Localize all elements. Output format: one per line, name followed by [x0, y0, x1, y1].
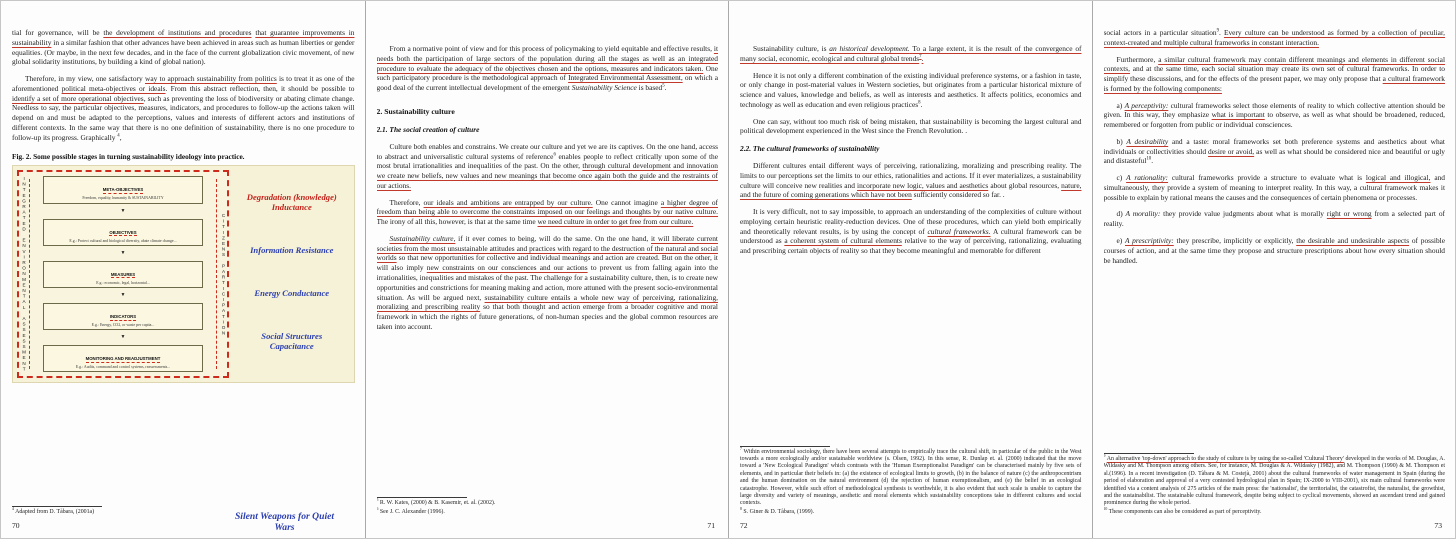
text-run: See J. C. Alexander (1996). — [378, 509, 445, 516]
red-underlined-text: . — [921, 53, 924, 63]
red-underlined-text: Every culture can be understood as formed by a collection of peculiar, context-created and multiple cultural frameworks in constant interaction. — [1103, 28, 1445, 47]
left-vertical-label: INTEGRATED ENVIRONMENTAL ASSESSMENT — [21, 176, 27, 373]
page-number: 70 — [12, 521, 20, 530]
text-run: on which a good deal of the current intellectual development of the emergent — [376, 73, 718, 93]
paragraph — [377, 44, 719, 93]
margin-annotation: Social Structures Capacitance — [261, 331, 323, 352]
text-run: Within environmental sociology, there have been several attempts to empirically trace the cultural shift, in particular of the public in the West towards a more ecologically and/or sustainable worldview (s. Olsen, 1992). In this sense, R. Dunlap et. al. (2000) indicated that the move toward a 'New Ecological Paradigm' which contrasts with the 'Human Exemptionalist Paradigm' can be characterised mainly by five sets of elements, and in particular their beliefs in: (a) the existence of ecological limits to growth, (b) in the balance of nature (c) the anthropocentrism and the human domination on the natural environment (d) the rejection of human exemptionalism, and (e) the belief in an ecological catastrophe. However, while such effort of methodological synthesis is worthwhile, it is also evident that such scale is unable to capture the large diversity and variety of meanings, aesthetic and moral elements which sustainability conceptions take in different cultures and social contexts. — [740, 448, 1082, 507]
text-run: if it ever comes to being, will do the same. On the one hand, — [455, 233, 651, 243]
text-run: b) — [1116, 136, 1127, 146]
text-run: 5 — [376, 498, 379, 503]
text-run: about global resources, — [988, 180, 1062, 190]
text-run: 5 — [662, 83, 665, 89]
text-run: . — [664, 83, 667, 93]
red-underlined-text: Integrated Environmental Assessment, — [568, 73, 683, 83]
text-run: One can say, without too much risk of being mistaken, that sustainability is becoming the largest cultural and political development experienced in the West since the French Revolution. . — [740, 116, 1082, 136]
paragraph — [1104, 173, 1446, 202]
figure-box-body: E.g.: Audits, command and control systems, reassessments... — [75, 365, 171, 370]
red-underlined-text: nature, and the future of coming generations which have not been — [740, 180, 1082, 200]
section-heading — [740, 144, 1082, 153]
footnote-separator — [377, 497, 467, 498]
text-run: social actors in a particular situation — [1103, 28, 1217, 37]
text-run: Therefore, — [389, 197, 424, 207]
text-run: as well as what should be considered nice and beautiful or ugly and distasteful — [1103, 146, 1445, 166]
red-underlined-text: the desirable and undesirable aspects — [1296, 236, 1410, 246]
red-underlined-text: Sustainability culture, — [389, 233, 456, 243]
text-run: and simultaneously, they provide a system of meaning to interpret reality. In this way, a cultural framework makes it possible to explain by rational means the causes and the consequences of certain phenomena or processes. — [1103, 173, 1445, 202]
text-run: developed in the works of M. Douglas, A. Wildasky and M. Thompson among others. See, for instance, M. Douglas & A. Wildasky (1982), and M. Thompson (1990) & M. Thompson et al.(1996). In a recent investigation (D. Tàbara & M. Costejà, 2001) about the cultural frameworks of water management in Spain (during the period of elaboration and approval of a very contested hydrological plan in Spain; IX-2000 to VIII-2001), six main cultural frameworks were identified via a content analysis of 275 articles of the main press: the 'nationalist', the territorialist, the catastrofist, the naturalist, the growthist, and the sustainabilist. The sustainable cultural framework, despite being subject to cyclical movements, showed an ascendant trend and gained prominence during the whole period. — [1103, 456, 1445, 507]
red-underlined-text: A prescriptivity: — [1125, 236, 1174, 246]
text-run: Fig. 2. Some possible stages in turning sustainability ideology into practice. — [12, 152, 245, 162]
figure-box — [43, 345, 202, 372]
page-content — [12, 28, 355, 518]
red-underlined-text: An alternative 'top-down' approach to the study of culture is by using the so-called 'Cultural Theory' — [1106, 456, 1344, 462]
red-underlined-text: cultural frameworks. — [927, 226, 991, 236]
text-run: in a similar fashion that other advances have been achieved in areas such as human liberties or gender equalities. (Or maybe, in the next few decades, and in the face of the current globalization civic movement, of new global solidarity institutions, by building a kind of global nation). — [12, 37, 355, 67]
text-run: A morality: — [1125, 209, 1161, 219]
text-run: One cannot imagine — [592, 197, 661, 207]
text-run: d) — [1116, 209, 1126, 219]
page-content — [740, 44, 1082, 518]
red-underlined-text: our ideals and ambitions are entrapped by our culture. — [423, 197, 593, 207]
red-underlined-text: it will liberate current societies from the most unsustainable attitudes and practices with regard to the destruction of the natural and social worlds — [376, 233, 718, 263]
page-content — [377, 44, 719, 518]
paragraph — [740, 161, 1082, 200]
text-run: tial for governance, will be — [12, 28, 104, 37]
paragraph — [377, 234, 719, 332]
figure-margin-annotations — [234, 170, 350, 378]
footnote — [740, 446, 1082, 508]
paragraph — [740, 207, 1082, 256]
text-run: Culture both enables and constrains. We create our culture and yet we are its captives. On the one hand, access to abstract and universalistic cultural systems of reference — [376, 141, 718, 161]
text-run: cultural frameworks provide a structure to evaluate what is — [1168, 173, 1366, 183]
figure-box-body: Freedom, equality, humanity & SUSTAINABILITY — [82, 196, 164, 201]
text-run: Therefore, in my view, one satisfactory — [25, 74, 145, 84]
text-run: Sustainability culture, is — [753, 44, 830, 53]
figure-flowchart — [33, 175, 214, 373]
down-arrow-icon: ▼ — [120, 208, 126, 214]
text-run: is to treat it as one of the aforementioned — [12, 74, 355, 93]
red-underlined-text: new constraints on our consciences and our actions — [426, 263, 588, 273]
figure-box — [43, 261, 202, 288]
text-run: to prevent us from falling again into the irrationalities, inequalities and mistakes of the past. The challenge for a sustainability culture, then, is to create new opportunities and constrictions for meaning making and action, more attuned with the present socio-environmental situation. As will be argued next, — [376, 263, 718, 302]
red-underlined-text: identify a set of more operational objectives — [12, 93, 144, 103]
figure-box — [43, 176, 202, 203]
red-underlined-text: the development of institutions and procedures — [103, 28, 252, 37]
page-70 — [1, 1, 365, 538]
figure-box — [43, 303, 202, 330]
text-run: . From this abstract reflection, then, it should be possible to — [165, 83, 355, 93]
text-run: 9 — [1103, 454, 1106, 459]
paragraph — [377, 142, 719, 191]
text-run: 2. Sustainability culture — [376, 106, 455, 116]
red-underlined-text: an historical development. — [829, 44, 910, 53]
figure-2 — [12, 165, 355, 383]
red-underlined-text: way to approach sustainability from politics — [144, 74, 277, 84]
text-run: 7 — [740, 446, 742, 451]
figure-box-title: META-OBJECTIVES — [102, 187, 144, 193]
text-run: One such participatory procedure is the methodological approach of — [376, 63, 718, 83]
text-run: 6 — [553, 152, 556, 158]
red-underlined-text: a coherent system of cultural elements — [784, 236, 902, 246]
bottom-margin-annotation: Silent Weapons for Quiet Wars — [234, 510, 335, 533]
red-underlined-text: through cultural development and innovation we create new beliefs, new values and new meanings that become once again both the guide and the restraints of our actions. — [376, 161, 718, 190]
paragraph — [1104, 55, 1446, 94]
text-run: Furthermore, — [1116, 54, 1159, 64]
section-heading — [377, 107, 719, 116]
text-run: so that both thought and action emerge from a broader cognitive and moral framework in which the rights of future generations, of non-human species and the global common resources are taken into account. — [376, 302, 718, 331]
text-run: . — [920, 99, 923, 109]
paragraph — [1104, 209, 1446, 229]
footnotes — [1104, 451, 1446, 518]
text-run: c) — [1116, 173, 1127, 183]
paragraph — [1104, 236, 1446, 265]
text-run: is based — [636, 83, 663, 93]
text-run: R. W. Kates, (2000) & B. Kasemir, et. al. (2002). — [378, 500, 496, 507]
text-run: Adapted from D. Tàbara, (2001a) — [13, 509, 95, 516]
figure-right-axis — [220, 175, 225, 373]
paragraph — [740, 71, 1082, 110]
page-number: 71 — [707, 521, 715, 530]
footnote — [377, 509, 719, 516]
footnote — [1104, 509, 1446, 516]
text-run: It is very difficult, not to say impossible, to approach an understanding of the complexities of culture without employing certain heuristic reality-reduction devices. One of these procedures, which can yield both empirically and theoretically relevant results, is by using the concept of — [740, 207, 1082, 236]
right-vertical-label: CITIZENS PARTICIPATION — [221, 212, 226, 337]
footnote-separator — [1104, 453, 1194, 454]
red-underlined-text: it needs both the participation of large sectors of the population during all the stages as well as an integrated procedure to evaluate the adequacy of the objectives chosen and the options, measures and indicators taken. — [376, 44, 718, 73]
text-run: 4 — [117, 133, 120, 139]
footnotes — [377, 495, 719, 518]
margin-annotation: Degradation (knowledge) Inductance — [246, 192, 337, 212]
footnote-separator — [740, 446, 830, 447]
text-run: S. Giner & D. Tàbara, (1999). — [741, 509, 815, 516]
red-underlined-text: A perceptivity: — [1124, 100, 1169, 110]
text-run: they prescribe, implicitly or explicitly, — [1173, 236, 1297, 246]
figure-left-axis — [21, 175, 26, 373]
text-run: The irony of all this, however, is that at the same time — [376, 217, 538, 227]
text-run: From a normative point of view and for this process of policymaking to yield equitable and effective results, — [389, 44, 714, 53]
text-run: 10 — [1103, 507, 1108, 512]
text-run: , such as preventing the loss of biodiversity or abating climate change. Needless to say, the particular objectives, measures, indicators, and procedures to follow-up the actions taken will depend on and must be adapted to the perceptions, values and interests of different actors and institutions of different contexts. In the same way that there is no one definition of sustainability, there is no one procedure to follow-up its progress. Graphically — [12, 93, 355, 142]
page-71 — [365, 1, 729, 538]
text-run: 2.2. The cultural frameworks of sustainability — [740, 144, 880, 154]
page-72 — [728, 1, 1092, 538]
text-run: 2.1. The social creation of culture — [376, 124, 480, 134]
page-content — [1104, 28, 1446, 518]
text-run: 10 — [1146, 156, 1152, 162]
text-run: , — [119, 132, 122, 142]
footnotes — [740, 444, 1082, 518]
red-underlined-text: a higher degree of freedom than being able to overcome the constraints imposed on our feelings and thoughts by our native culture. — [376, 197, 718, 217]
red-underlined-text: a similar cultural framework may contain different meanings and elements in different social contexts, — [1103, 54, 1445, 74]
text-run: These components can also be considered as part of perceptivity. — [1107, 509, 1262, 516]
red-underlined-text: logical and illogical, — [1365, 173, 1431, 183]
red-underlined-text: we need culture in order to get free from our culture. — [537, 217, 694, 227]
down-arrow-icon: ▼ — [120, 250, 126, 256]
text-run: sufficiently considered so far. . — [911, 190, 1005, 200]
text-run: relative to the way of perceiving, rationalizing, evaluating and prescribing certain objects of reality so that they become meaningful and memorable for different — [740, 236, 1082, 256]
text-run: and a taste: moral frameworks set both preference systems and aesthetics about what individuals or collectivities should — [1103, 136, 1445, 156]
paragraph — [1104, 137, 1446, 166]
red-underlined-text: desire or avoid, — [1208, 146, 1255, 156]
figure-box-body: E.g.: Protect cultural and biological diversity, abate climate change... — [69, 238, 177, 243]
figure-box — [43, 219, 202, 246]
text-run: a) — [1116, 100, 1125, 110]
section-heading — [377, 125, 719, 134]
figure-diagram — [17, 170, 229, 378]
page-73 — [1092, 1, 1456, 538]
paragraph — [740, 117, 1082, 137]
text-run: 6 — [376, 507, 379, 512]
paragraph — [1104, 28, 1446, 48]
figure-box-body: E.g.: economic, legal, horizontal... — [96, 280, 150, 285]
text-run: cultural frameworks select those elements of reality to which collective attention should be given. In this way, they emphasize — [1103, 100, 1445, 120]
text-run: of possible courses of action, and at the same time they propose and structure prescriptions about how every situation should be handled. — [1103, 236, 1445, 265]
footnote-separator — [12, 506, 102, 507]
text-run: Different cultures entail different ways of perceiving, rationalizing, moralizing and prescribing reality. The limits to our perceptions set the limits to our ethics, rationalities and actions. If it ever materializes, a sustainability culture will conceive new realities and — [740, 161, 1082, 190]
text-run: enables people to reflect critically upon some of the most brutal irrationalities and inequalities of the past. On the other, — [376, 151, 718, 171]
red-underlined-text: right or wrong — [1326, 209, 1372, 219]
margin-annotation: Information Resistance — [250, 245, 334, 256]
text-run: and at the same time, each social situation may create its own set of cultural frameworks. In order to simplify these discussions, and for the effects of the present paper, we may only propose that — [1103, 64, 1445, 84]
red-underlined-text: a cultural framework is formed by the following components: — [1103, 74, 1445, 93]
text-run: so that new opportunities for collective and individual meanings and action are created. But on the other, it will also imply — [376, 253, 718, 273]
figure-box-title: MONITORING AND READJUSTMENT — [85, 356, 161, 362]
figure-box-title: MEASURES — [110, 271, 136, 277]
text-run: e) — [1116, 236, 1126, 246]
footnote — [377, 500, 719, 507]
red-underlined-text: political meta-objectives or ideals — [61, 83, 166, 93]
text-run: A cultural framework can be understood as — [740, 226, 1082, 246]
text-run: from a selected part of reality. — [1103, 209, 1445, 229]
red-dashed-line-icon — [29, 179, 30, 369]
text-run: to observe, as well as what should be broadened, reduced, remembered or forgotten from public or individual consciences. — [1103, 110, 1445, 130]
figure-box-title: OBJECTIVES — [109, 229, 137, 235]
red-underlined-text: that guarantee improvements in sustainability — [12, 28, 355, 47]
text-run: they provide value judgments about what is morally — [1160, 209, 1327, 219]
text-run: 4 — [12, 507, 14, 512]
page-number: 72 — [740, 521, 748, 530]
figure-caption — [12, 152, 355, 161]
paragraph — [377, 198, 719, 227]
red-underlined-text: sustainability culture entails a whole new way of perceiving, rationalizing, moralizing and prescribing reality — [376, 292, 718, 312]
paragraph — [12, 28, 355, 67]
down-arrow-icon: ▼ — [120, 335, 126, 341]
red-underlined-text: incorporate new logic, values and aesthetics — [857, 180, 989, 190]
down-arrow-icon: ▼ — [120, 292, 126, 298]
paragraph — [1104, 101, 1446, 130]
red-underlined-text: A rationality: — [1126, 173, 1169, 183]
footnote — [1104, 456, 1446, 508]
red-underlined-text: what is important — [1211, 110, 1265, 120]
text-run: . — [1151, 156, 1154, 166]
paragraph — [740, 44, 1082, 64]
red-dashed-line-icon — [216, 179, 217, 369]
figure-box-title: INDICATORS — [109, 314, 137, 320]
red-underlined-text: 7 — [919, 54, 922, 60]
text-run: 8 — [740, 507, 742, 512]
text-run: 9 — [1216, 28, 1220, 34]
page-number: 73 — [1434, 521, 1442, 530]
red-underlined-text: A desirability — [1126, 136, 1169, 146]
red-underlined-text: To a large extent, it is the result of the convergence of many social, economic, ecological and cultural global trends — [740, 44, 1082, 63]
text-run: 8 — [918, 100, 921, 106]
paragraph — [12, 74, 355, 142]
footnote — [740, 509, 1082, 516]
figure-box-body: E.g.: Energy, CO2, or waste per capita... — [91, 323, 155, 328]
text-run: . — [1219, 28, 1224, 37]
text-run: Sustainability Science — [571, 83, 637, 93]
text-run: Hence it is not only a different combination of the existing individual preference systems, or a fashion in taste, or only change in post-material values in Western societies, but originates from a particular historical mixture of science and values, knowledge and beliefs, as well as interests and aesthetics. It affects politics, economics and technology as well as education and even religious practices — [740, 70, 1082, 109]
margin-annotation: Energy Conductance — [254, 288, 330, 299]
